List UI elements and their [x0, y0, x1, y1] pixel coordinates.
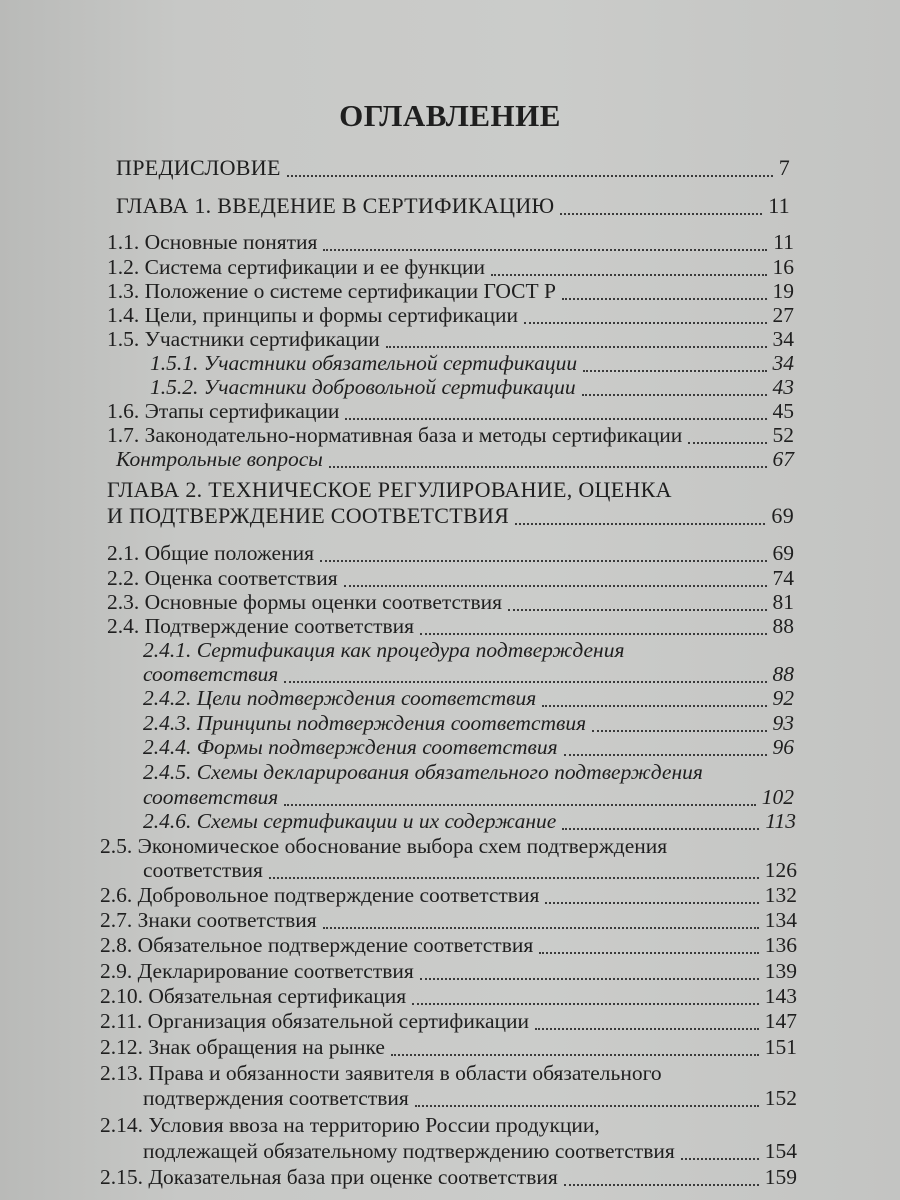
dot-leader — [323, 907, 759, 929]
toc-entry — [100, 958, 797, 986]
dot-leader — [688, 422, 766, 444]
dot-leader — [681, 1138, 759, 1160]
dot-leader — [329, 446, 767, 468]
dot-leader — [491, 254, 767, 276]
toc-entry-title-continuation: соответствия — [143, 662, 279, 686]
dot-leader — [415, 1085, 759, 1107]
toc-entry-title: 2.3. Основные формы оценки соответствия — [107, 590, 502, 614]
toc-entry — [107, 229, 794, 257]
toc-entry-title: ГЛАВА 1. ВВЕДЕНИЕ В СЕРТИФИКАЦИЮ — [116, 193, 555, 218]
toc-entry-title: 2.4.6. Схемы сертификации и их содержание — [143, 809, 557, 833]
toc-entry — [100, 1164, 797, 1192]
page-number: 81 — [772, 590, 794, 614]
toc-entry-title: Контрольные вопросы — [116, 447, 323, 471]
page-number: 92 — [772, 686, 794, 710]
toc-entry-title: ГЛАВА 2. ТЕХНИЧЕСКОЕ РЕГУЛИРОВАНИЕ, ОЦЕНКА — [107, 477, 672, 502]
page-number: 134 — [764, 908, 797, 932]
dot-leader — [284, 784, 755, 806]
page-number: 126 — [764, 858, 797, 882]
toc-entry-title: 1.1. Основные понятия — [107, 230, 318, 254]
toc-entry-title: 2.9. Декларирование соответствия — [100, 959, 414, 983]
page-number: 147 — [764, 1009, 797, 1033]
page-number: 96 — [772, 735, 794, 759]
toc-entry-title: 2.4.4. Формы подтверждения соответствия — [143, 735, 558, 759]
toc-entry — [116, 446, 794, 474]
toc-entry-title: 2.10. Обязательная сертификация — [100, 984, 407, 1008]
page-number: 139 — [764, 959, 797, 983]
toc-entry-title: 1.3. Положение о системе сертификации ГОСТ Р — [107, 279, 556, 303]
page-number: 74 — [772, 566, 794, 590]
dot-leader — [420, 958, 759, 980]
toc-entry-title: 1.7. Законодательно-нормативная база и методы сертификации — [107, 423, 683, 447]
page-number: 132 — [764, 883, 797, 907]
dot-leader — [545, 882, 758, 904]
toc-entry-title-continuation: соответствия — [143, 858, 263, 882]
page-number: 151 — [764, 1035, 797, 1059]
toc-entry — [143, 734, 794, 762]
page-number: 69 — [771, 503, 794, 528]
dot-leader — [562, 278, 767, 300]
page-number: 45 — [772, 399, 794, 423]
toc-entry-title: 2.15. Доказательная база при оценке соответствия — [100, 1165, 558, 1189]
toc-entry — [143, 1085, 797, 1113]
toc-entry — [143, 1138, 797, 1166]
page-number: 113 — [765, 809, 796, 833]
toc-entry-title: 1.2. Система сертификации и ее функции — [107, 255, 485, 279]
page-number: 34 — [772, 351, 794, 375]
toc-entry-title: 1.4. Цели, принципы и формы сертификации — [107, 303, 519, 327]
page-number: 67 — [772, 447, 794, 471]
toc-entry-title: 2.7. Знаки соответствия — [100, 908, 317, 932]
toc-entry — [116, 155, 790, 183]
toc-entry-title: 2.6. Добровольное подтверждение соответствия — [100, 883, 540, 907]
page-number: 159 — [764, 1165, 797, 1189]
toc-entry — [100, 1034, 797, 1062]
page-number: 88 — [772, 614, 794, 638]
page-title: ОГЛАВЛЕНИЕ — [339, 98, 561, 133]
toc-entry-title: 2.4. Подтверждение соответствия — [107, 614, 415, 638]
page-number: 136 — [764, 933, 797, 957]
dot-leader — [583, 350, 766, 372]
dot-leader — [562, 808, 759, 830]
dot-leader — [524, 302, 766, 324]
dot-leader — [412, 983, 759, 1005]
toc-entry-title: 2.4.1. Сертификация как процедура подтверждения — [143, 638, 625, 662]
page-number: 11 — [773, 230, 794, 254]
toc-entry — [107, 540, 794, 568]
page-number: 43 — [772, 375, 794, 399]
toc-entry-title: 1.5. Участники сертификации — [107, 327, 380, 351]
dot-leader — [345, 398, 766, 420]
toc-entry-title: 2.13. Права и обязанности заявителя в области обязательного — [100, 1061, 662, 1085]
toc-entry — [143, 685, 794, 713]
toc-entry-title-continuation: подтверждения соответствия — [143, 1086, 409, 1110]
page-number: 27 — [772, 303, 794, 327]
dot-leader — [323, 229, 767, 251]
toc-entry-title: 2.4.5. Схемы декларирования обязательного подтверждения — [143, 760, 703, 784]
page-number: 11 — [768, 193, 790, 218]
dot-leader — [564, 1164, 759, 1186]
page-number: 143 — [764, 984, 797, 1008]
toc-entry-title: 1.5.2. Участники добровольной сертификации — [150, 375, 576, 399]
dot-leader — [515, 503, 765, 525]
toc-entry-title: 2.4.2. Цели подтверждения соответствия — [143, 686, 537, 710]
toc-entry-title: 2.8. Обязательное подтверждение соответствия — [100, 933, 534, 957]
dot-leader — [508, 589, 767, 611]
toc-entry-title: 2.4.3. Принципы подтверждения соответствия — [143, 711, 587, 735]
toc-entry — [143, 808, 796, 836]
dot-leader — [535, 1008, 759, 1030]
dot-leader — [269, 857, 759, 879]
toc-entry-title: ПРЕДИСЛОВИЕ — [116, 155, 281, 180]
page-number: 102 — [761, 785, 794, 809]
page-number: 152 — [764, 1086, 797, 1110]
toc-entry-title: 2.14. Условия ввоза на территорию России продукции, — [100, 1113, 600, 1137]
page-number: 69 — [772, 541, 794, 565]
dot-leader — [287, 155, 773, 177]
dot-leader — [391, 1034, 759, 1056]
toc-entry-title: 1.6. Этапы сертификации — [107, 399, 340, 423]
dot-leader — [592, 710, 766, 732]
toc-entry — [100, 932, 797, 960]
dot-leader — [582, 374, 767, 396]
toc-entry — [143, 857, 797, 885]
page-number: 7 — [778, 155, 790, 180]
dot-leader — [320, 540, 766, 562]
toc-entry-title: 2.12. Знак обращения на рынке — [100, 1035, 385, 1059]
toc-entry — [100, 1008, 797, 1036]
dot-leader — [344, 565, 767, 587]
dot-leader — [386, 326, 767, 348]
page-number: 93 — [772, 711, 794, 735]
toc-entry-title: 2.2. Оценка соответствия — [107, 566, 338, 590]
toc-entry-title: 2.1. Общие положения — [107, 541, 315, 565]
page-number: 16 — [772, 255, 794, 279]
toc-entry-title: 2.5. Экономическое обоснование выбора схем подтверждения — [100, 834, 668, 858]
dot-leader — [539, 932, 758, 954]
toc-entry — [100, 907, 797, 935]
toc-entry — [100, 882, 797, 910]
toc-entry-title-continuation: подлежащей обязательному подтверждению соответствия — [143, 1139, 675, 1163]
toc-entry — [116, 193, 790, 221]
dot-leader — [564, 734, 767, 756]
toc-entry-title: 2.11. Организация обязательной сертификации — [100, 1009, 530, 1033]
toc-entry-title-continuation: соответствия — [143, 785, 279, 809]
page-number: 52 — [772, 423, 794, 447]
toc-entry — [107, 503, 794, 531]
page-number: 88 — [772, 662, 794, 686]
page-number: 154 — [764, 1139, 797, 1163]
dot-leader — [542, 685, 766, 707]
toc-entry-title: 1.5.1. Участники обязательной сертификации — [150, 351, 578, 375]
toc-entry-title-continuation: И ПОДТВЕРЖДЕНИЕ СООТВЕТСТВИЯ — [107, 503, 510, 528]
dot-leader — [420, 613, 766, 635]
dot-leader — [560, 193, 762, 215]
dot-leader — [284, 661, 766, 683]
page-number: 34 — [772, 327, 794, 351]
toc-entry — [100, 983, 797, 1011]
page-number: 19 — [772, 279, 794, 303]
